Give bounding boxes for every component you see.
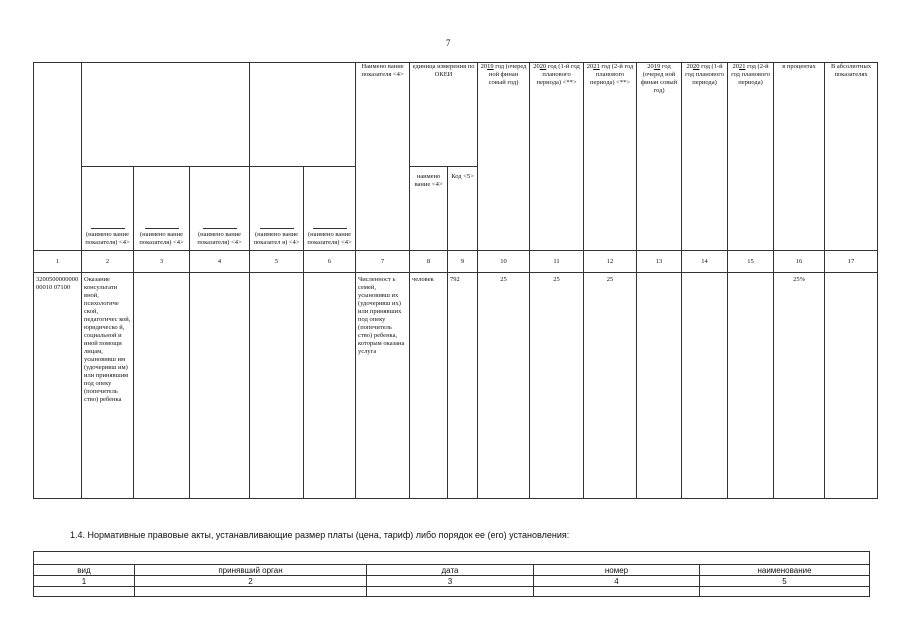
col-number-12: 12 (584, 251, 637, 273)
header-unit-name: наимено вание <4> (410, 167, 448, 251)
header-price-2020: 2020 год (1-й год планового периода) (682, 63, 728, 251)
acts-empty-cell (135, 587, 367, 597)
header-unit-code: Код <5> (448, 167, 478, 251)
header-unit: единица измерения по ОКЕИ (410, 63, 478, 167)
col-number-4: 4 (190, 251, 250, 273)
col-number-13: 13 (637, 251, 682, 273)
header-content-group (82, 63, 250, 167)
header-price-2019: 2019 год (очеред ной финан совый год) (637, 63, 682, 251)
quality-indicators-table (33, 62, 878, 499)
registry-code-cell: 320050000000000010 07100 (34, 273, 82, 499)
cell-17 (825, 273, 878, 499)
col-number-15: 15 (728, 251, 774, 273)
col-number-10: 10 (478, 251, 530, 273)
value-2019-cell: 25 (478, 273, 530, 499)
header-year-2019: 2019 год (очеред ной финан совый год) (478, 63, 530, 251)
cell-5 (250, 273, 304, 499)
col-number-17: 17 (825, 251, 878, 273)
indicator-name-cell: Численност ь семей, усыновивш их (удочеривш их) или принявших под опеку (попечитель ство) ребенка, которым оказана услуга (356, 273, 410, 499)
acts-header-number: номер (534, 565, 700, 576)
table-row (34, 273, 878, 499)
legal-acts-table (33, 551, 870, 597)
cell-4 (190, 273, 250, 499)
col-number-14: 14 (682, 251, 728, 273)
subheader-5: (наимено вание показател я) <4> (250, 167, 304, 251)
unit-code-cell: 792 (448, 273, 478, 499)
header-indicator-name: Наимено вание показателя <4> (356, 63, 410, 251)
acts-header-name: наименование (700, 565, 870, 576)
header-price-2021: 2021 год (2-й год планового периода) (728, 63, 774, 251)
acts-empty-cell (700, 587, 870, 597)
col-number-6: 6 (304, 251, 356, 273)
acts-number-4: 4 (534, 576, 700, 587)
header-absolute: В абсолютных показателях (825, 63, 878, 251)
col-number-1: 1 (34, 251, 82, 273)
service-content-cell: Оказание консультати вной, психологиче ской, педагогичес кой, юридическо й, социальной и иной помощи лицам, усыновивш им (удочеривш им) или принявшим под опеку (попечитель ство) ребенка (82, 273, 134, 499)
acts-empty-cell (367, 587, 534, 597)
col-number-7: 7 (356, 251, 410, 273)
cell-15 (728, 273, 774, 499)
cell-13 (637, 273, 682, 499)
acts-header-type: вид (34, 565, 135, 576)
header-percent: в процентах (774, 63, 825, 251)
header-col1 (34, 63, 82, 251)
value-2021-cell: 25 (584, 273, 637, 499)
col-number-9: 9 (448, 251, 478, 273)
header-year-2021: 2021 год (2-й год планового периода) <**> (584, 63, 637, 251)
unit-name-cell: человек (410, 273, 448, 499)
percent-cell: 25% (774, 273, 825, 499)
value-2020-cell: 25 (530, 273, 584, 499)
acts-header-date: дата (367, 565, 534, 576)
cell-6 (304, 273, 356, 499)
col-number-3: 3 (134, 251, 190, 273)
acts-table-title-row (34, 552, 870, 565)
subheader-3: (наимено вание показателя) <4> (134, 167, 190, 251)
subheader-6: (наимено вание показателя) <4> (304, 167, 356, 251)
col-number-11: 11 (530, 251, 584, 273)
acts-number-3: 3 (367, 576, 534, 587)
acts-header-authority: принявший орган (135, 565, 367, 576)
cell-3 (134, 273, 190, 499)
section-title: 1.4. Нормативные правовые акты, устанавливающие размер платы (цена, тариф) либо порядок ее (его) установления: (70, 530, 570, 540)
header-conditions-group (250, 63, 356, 167)
subheader-2: (наимено вание показателя) <4> (82, 167, 134, 251)
col-number-8: 8 (410, 251, 448, 273)
acts-empty-cell (534, 587, 700, 597)
subheader-4: (наимено вание показателя) <4> (190, 167, 250, 251)
table-row (34, 587, 870, 597)
col-number-16: 16 (774, 251, 825, 273)
header-year-2020: 2020 год (1-й год планового периода) <**> (530, 63, 584, 251)
acts-number-5: 5 (700, 576, 870, 587)
acts-empty-cell (34, 587, 135, 597)
cell-14 (682, 273, 728, 499)
col-number-2: 2 (82, 251, 134, 273)
acts-number-1: 1 (34, 576, 135, 587)
page-number: 7 (446, 38, 451, 48)
col-number-5: 5 (250, 251, 304, 273)
acts-number-2: 2 (135, 576, 367, 587)
